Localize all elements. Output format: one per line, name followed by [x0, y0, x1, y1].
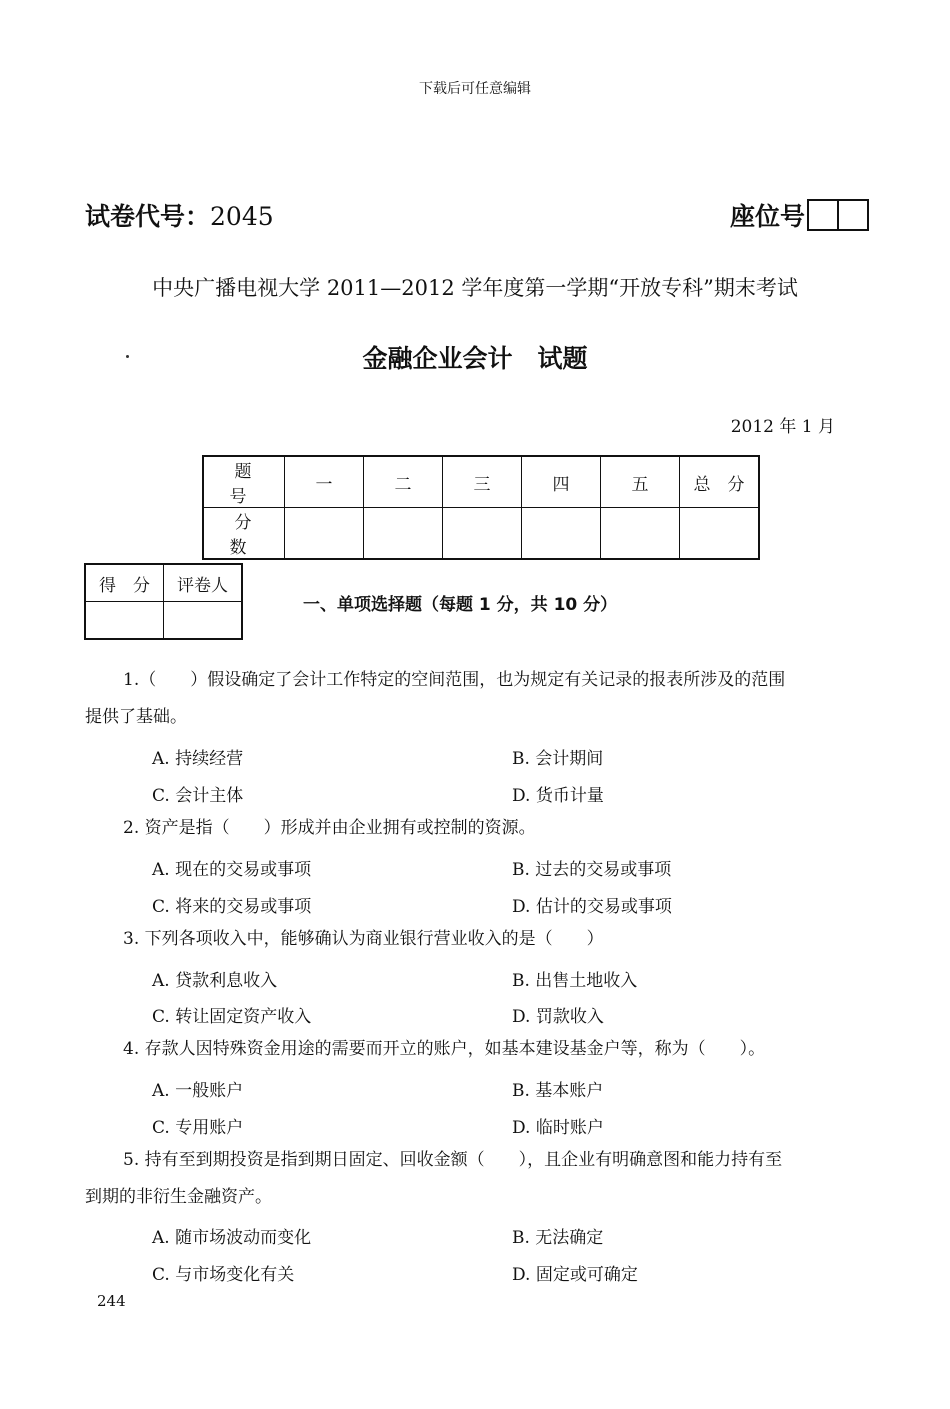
page-number: 244 — [97, 1292, 126, 1310]
score-table-header-row — [203, 456, 759, 508]
option-a: A. 一般账户 — [152, 1081, 244, 1101]
option-d: D. 估计的交易或事项 — [512, 897, 672, 917]
grader-name-label: 评卷人 — [164, 564, 243, 602]
score-table — [202, 455, 760, 560]
question-text: 5. 持有至到期投资是指到期日固定、回收金额（ ），且企业有明确意图和能力持有至 — [123, 1150, 783, 1170]
question-text: 3. 下列各项收入中，能够确认为商业银行营业收入的是（ ） — [123, 929, 604, 949]
score-table-cell: 总 分 — [680, 456, 760, 508]
exam-title: 金融企业会计 试题 — [362, 344, 588, 373]
option-c: C. 将来的交易或事项 — [152, 897, 312, 917]
score-table-blank — [285, 508, 364, 560]
question-3 — [85, 921, 880, 958]
score-table-cell: 四 — [522, 456, 601, 508]
score-table-score-row — [203, 508, 759, 560]
option-d: D. 罚款收入 — [512, 1007, 604, 1027]
option-d: D. 固定或可确定 — [512, 1265, 638, 1285]
option-b: B. 基本账户 — [512, 1081, 604, 1101]
option-a: A. 随市场波动而变化 — [152, 1228, 312, 1248]
download-note: 下载后可任意编辑 — [419, 81, 531, 97]
option-b: B. 过去的交易或事项 — [512, 860, 672, 880]
question-2 — [85, 810, 880, 847]
question-1 — [85, 662, 880, 736]
grader-table-blank — [85, 602, 164, 640]
grader-score-label: 得 分 — [85, 564, 164, 602]
option-c: C. 转让固定资产收入 — [152, 1007, 312, 1027]
seat-number — [730, 197, 869, 233]
paper-code-label: 试卷代号： — [85, 202, 211, 231]
option-c: C. 专用账户 — [152, 1118, 244, 1138]
seat-label: 座位号 — [730, 202, 806, 231]
section-title: 一、单项选择题（每题 1 分，共 10 分） — [303, 595, 618, 615]
grader-table — [84, 563, 243, 640]
grader-table-header-row — [85, 564, 242, 602]
score-table-cell: 五 — [601, 456, 680, 508]
score-table-cell: 一 — [285, 456, 364, 508]
score-table-blank — [522, 508, 601, 560]
option-c: C. 与市场变化有关 — [152, 1265, 295, 1285]
grader-table-blank — [164, 602, 243, 640]
question-4 — [85, 1031, 880, 1068]
option-c: C. 会计主体 — [152, 786, 244, 806]
option-d: D. 货币计量 — [512, 786, 604, 806]
score-table-blank — [680, 508, 760, 560]
seat-box-cell — [809, 201, 837, 229]
question-text-continued: 提供了基础。 — [85, 707, 187, 727]
option-a: A. 持续经营 — [152, 749, 244, 769]
question-5 — [85, 1142, 880, 1216]
question-text: 1.（ ）假设确定了会计工作特定的空间范围，也为规定有关记录的报表所涉及的范围 — [123, 670, 786, 690]
question-text: 4. 存款人因特殊资金用途的需要而开立的账户，如基本建设基金户等，称为（ ）。 — [123, 1039, 766, 1059]
exam-date: 2012 年 1 月 — [730, 417, 835, 437]
paper-code — [85, 197, 274, 233]
option-a: A. 现在的交易或事项 — [152, 860, 312, 880]
option-b: B. 出售土地收入 — [512, 971, 638, 991]
score-table-blank — [601, 508, 680, 560]
score-table-blank — [443, 508, 522, 560]
option-a: A. 贷款利息收入 — [152, 971, 278, 991]
grader-table-blank-row — [85, 602, 242, 640]
exam-subtitle: 中央广播电视大学 2011—2012 学年度第一学期“开放专科”期末考试 — [152, 276, 798, 300]
question-text-continued: 到期的非衍生金融资产。 — [85, 1187, 272, 1207]
score-table-blank — [364, 508, 443, 560]
paper-code-value: 2045 — [210, 202, 274, 231]
question-text: 2. 资产是指（ ）形成并由企业拥有或控制的资源。 — [123, 818, 536, 838]
score-table-cell: 三 — [443, 456, 522, 508]
score-table-cell: 二 — [364, 456, 443, 508]
score-table-cell: 分 数 — [203, 508, 285, 560]
option-b: B. 无法确定 — [512, 1228, 604, 1248]
score-table-cell: 题 号 — [203, 456, 285, 508]
option-d: D. 临时账户 — [512, 1118, 604, 1138]
seat-box-cell — [837, 201, 867, 229]
option-b: B. 会计期间 — [512, 749, 604, 769]
seat-number-box — [807, 199, 869, 231]
